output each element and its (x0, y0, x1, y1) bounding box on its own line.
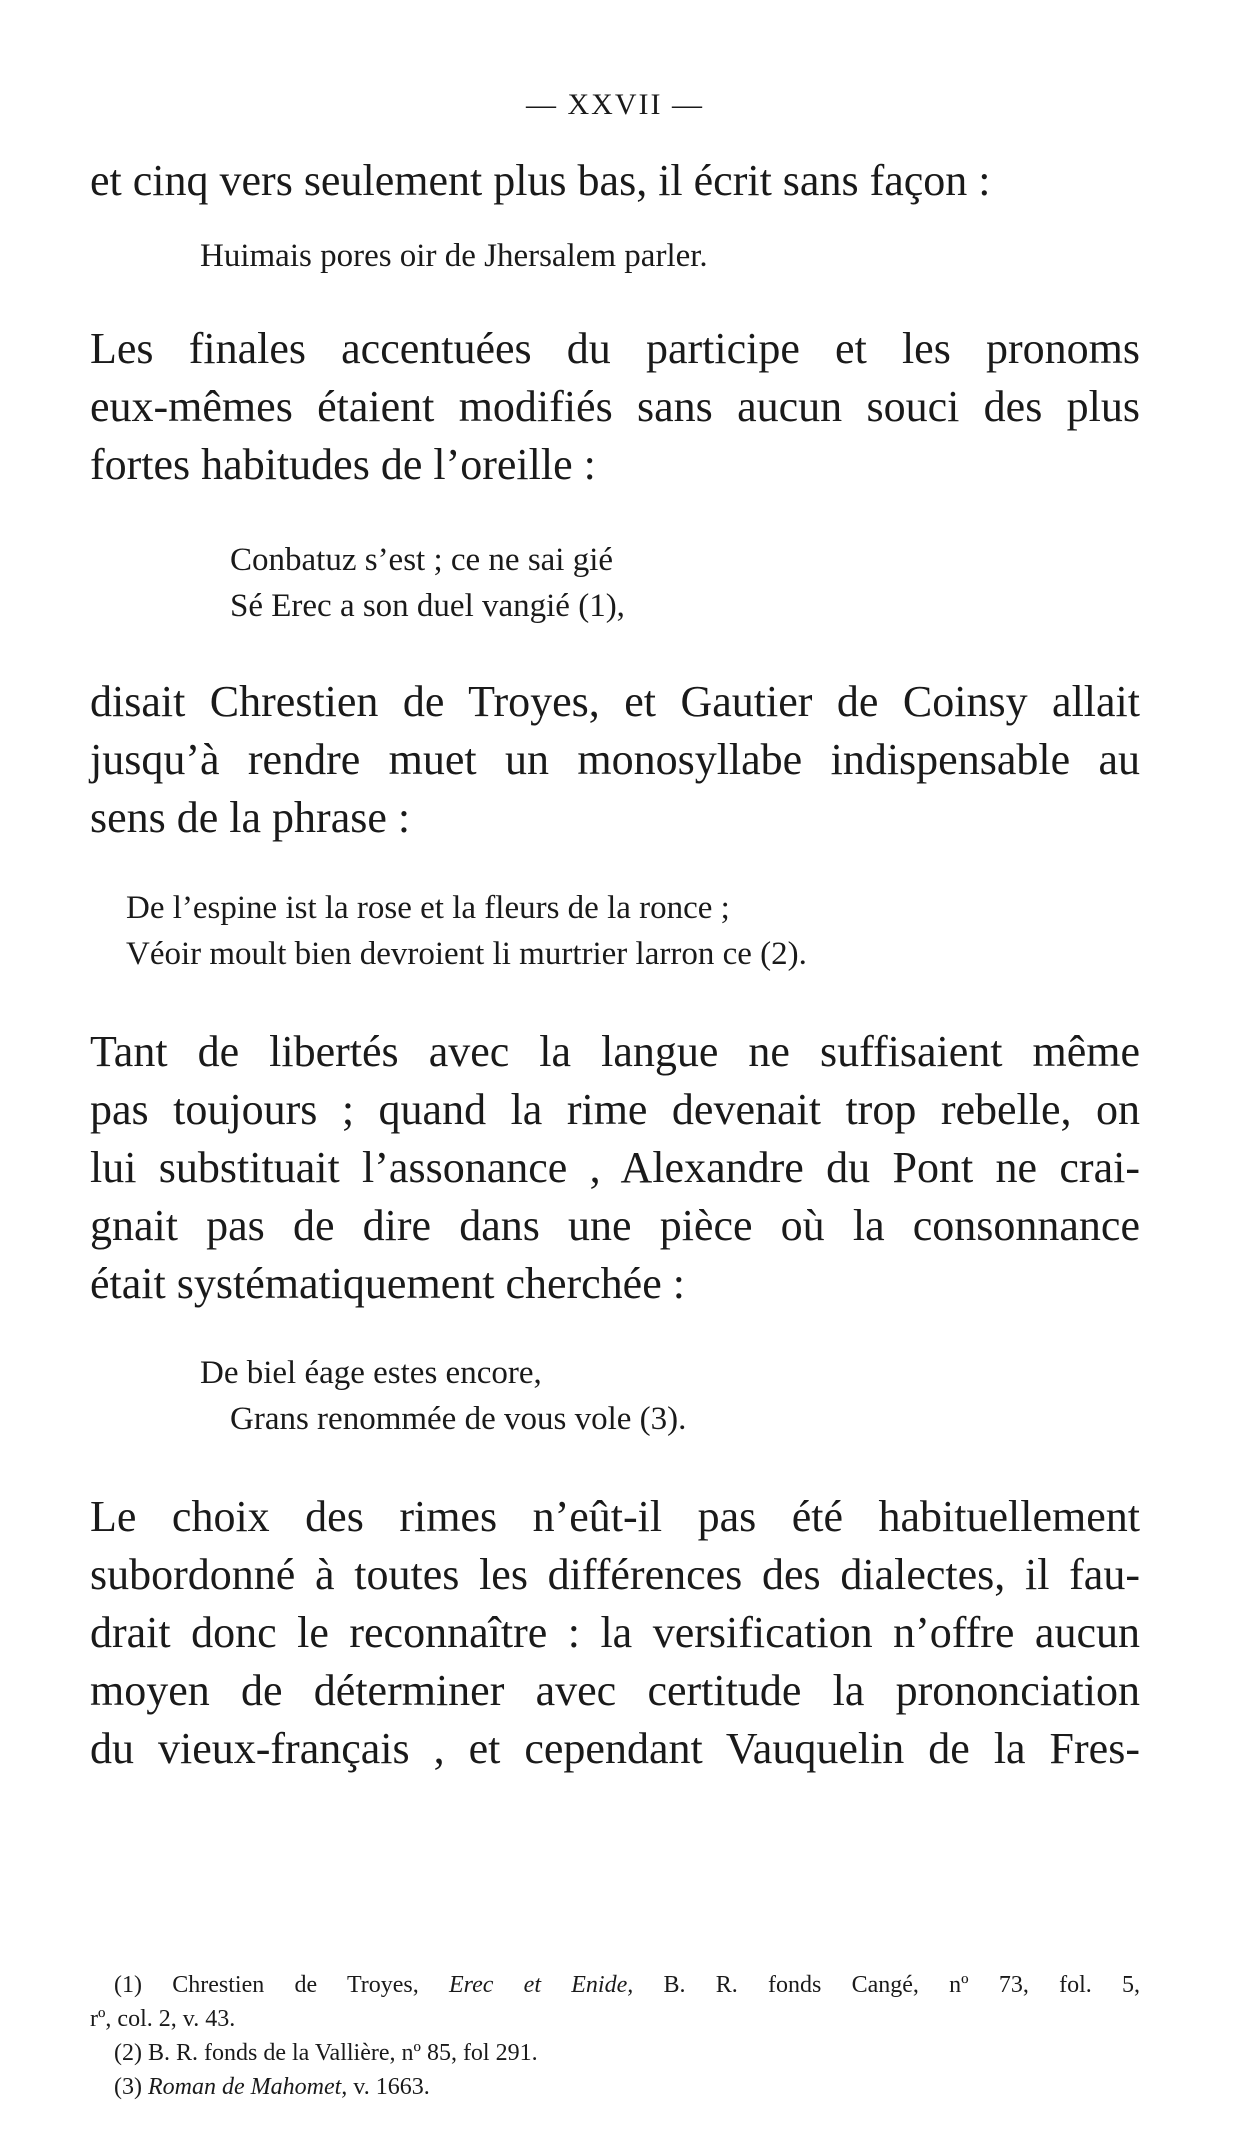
verse-line: Huimais pores oir de Jhersalem parler. (200, 238, 708, 274)
footnote-text: B. R. fonds Cangé, nº 73, fol. 5, (633, 1972, 1141, 1998)
text-line: et cinq vers seulement plus bas, il écrit sans façon : (90, 156, 991, 205)
paragraph-4 (90, 1023, 1140, 1313)
text-line: Tant de libertés avec la langue ne suffisaient même (90, 1027, 1140, 1076)
verse-line: Véoir moult bien devroient li murtrier larron ce (2). (126, 936, 807, 972)
verse-quote-3 (126, 885, 807, 977)
text-line: gnait pas de dire dans une pièce où la consonnance (90, 1201, 1140, 1250)
verse-line: Sé Erec a son duel vangié (1), (230, 588, 625, 624)
footnotes (90, 1968, 1140, 2104)
paragraph-5 (90, 1488, 1140, 1778)
verse-quote-4 (200, 1350, 686, 1442)
footnote-work-title: Erec et Enide, (449, 1972, 634, 1998)
footnote-text: (3) (114, 2074, 148, 2100)
text-line: Le choix des rimes n’eût-il pas été habituellement (90, 1492, 1140, 1541)
verse-line: Grans renommée de vous vole (3). (230, 1401, 687, 1437)
footnote-3 (90, 2070, 1140, 2104)
verse-quote-1 (200, 233, 708, 279)
text-line: lui substituait l’assonance , Alexandre du Pont ne crai- (90, 1143, 1140, 1192)
text-line: Les finales accentuées du participe et les pronoms (90, 324, 1140, 373)
verse-line: De l’espine ist la rose et la fleurs de la ronce ; (126, 890, 730, 926)
text-line: sens de la phrase : (90, 793, 411, 842)
text-line: jusqu’à rendre muet un monosyllabe indispensable au (90, 735, 1140, 784)
footnote-1-continuation: rº, col. 2, v. 43. (90, 2006, 236, 2032)
text-line: subordonné à toutes les différences des dialectes, il fau- (90, 1550, 1140, 1599)
text-line: disait Chrestien de Troyes, et Gautier de Coinsy allait (90, 677, 1140, 726)
footnote-1 (90, 1968, 1140, 2002)
text-line: eux-mêmes étaient modifiés sans aucun souci des plus (90, 382, 1140, 431)
book-page (90, 0, 1140, 2136)
paragraph-3 (90, 673, 1140, 847)
verse-line: Conbatuz s’est ; ce ne sai gié (230, 542, 614, 578)
page-number: — XXVII — (526, 88, 704, 121)
paragraph-1 (90, 152, 1140, 210)
text-line: du vieux-français , et cependant Vauquelin de la Fres- (90, 1724, 1140, 1773)
text-line: moyen de déterminer avec certitude la prononciation (90, 1666, 1140, 1715)
footnote-text: (1) Chrestien de Troyes, (114, 1972, 449, 1998)
footnote-work-title: Roman de Mahomet, (147, 2074, 348, 2100)
footnote-text: v. 1663. (347, 2074, 430, 2100)
text-line: drait donc le reconnaître : la versification n’offre aucun (90, 1608, 1140, 1657)
text-line: pas toujours ; quand la rime devenait trop rebelle, on (90, 1085, 1140, 1134)
verse-quote-2 (230, 537, 625, 629)
paragraph-2 (90, 320, 1140, 494)
footnote-2: (2) B. R. fonds de la Vallière, nº 85, fol 291. (114, 2040, 538, 2066)
text-line: fortes habitudes de l’oreille : (90, 440, 596, 489)
text-line: était systématiquement cherchée : (90, 1259, 685, 1308)
verse-line: De biel éage estes encore, (200, 1355, 542, 1391)
